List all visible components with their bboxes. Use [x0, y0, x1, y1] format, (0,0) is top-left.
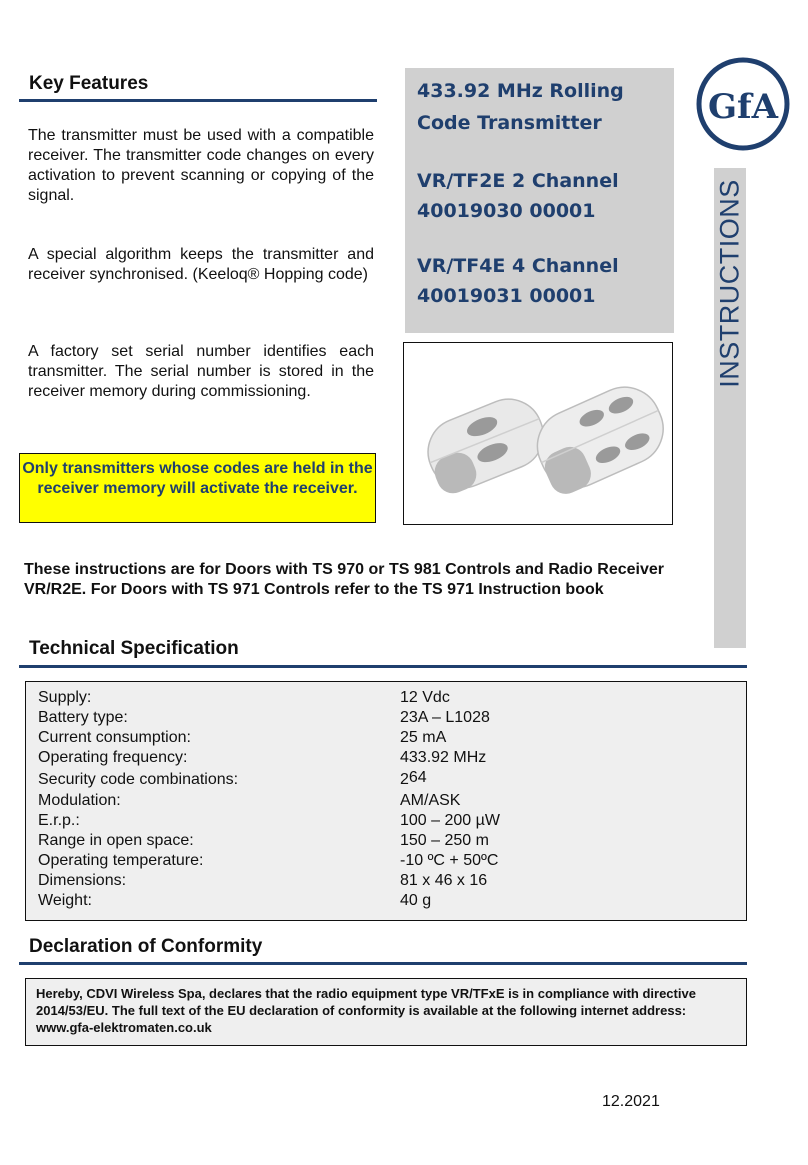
tech-spec-heading: Technical Specification: [29, 638, 239, 659]
spec-value: 12 Vdc: [400, 689, 450, 706]
key-features-heading: Key Features: [29, 73, 149, 94]
spec-label: Range in open space:: [38, 832, 194, 849]
tech-spec-rule: [19, 665, 747, 668]
spec-label: Weight:: [38, 892, 92, 909]
spec-label: Operating temperature:: [38, 852, 204, 869]
declaration-box: Hereby, CDVI Wireless Spa, declares that the radio equipment type VR/TFxE is in compliance with directive 2014/53/EU. The full text of the EU declaration of conformity is available at the following internet address: www.gfa-elektromaten.co.uk: [25, 978, 747, 1046]
declaration-heading: Declaration of Conformity: [29, 936, 263, 957]
spec-value-exponent: 64: [408, 769, 427, 786]
tech-spec-table: [25, 681, 747, 921]
title-line-2: Code Transmitter: [417, 112, 602, 134]
spec-value: 25 mA: [400, 729, 447, 746]
logo-text: GfA: [707, 87, 779, 127]
key-features-paragraph-3: A factory set serial number identifies each transmitter. The serial number is stored in the receiver memory during commissioning.: [28, 343, 374, 400]
spec-value: 150 – 250 m: [400, 832, 489, 849]
transmitter-photo: [403, 342, 673, 525]
spec-label: Battery type:: [38, 709, 128, 726]
spec-label: E.r.p.:: [38, 812, 80, 829]
spec-value: 81 x 46 x 16: [400, 872, 488, 889]
document-date: 12.2021: [602, 1093, 660, 1110]
intro-text: These instructions are for Doors with TS 970 or TS 981 Controls and Radio Receiver VR/R2E. For Doors with TS 971 Controls refer to the TS 971 Instruction book: [24, 561, 664, 598]
spec-label: Dimensions:: [38, 872, 127, 889]
key-features-paragraph-2: A special algorithm keeps the transmitter and receiver synchronised. (Keeloq® Hopping code): [28, 246, 374, 283]
part-number-4-channel: 40019031 00001: [417, 285, 596, 307]
part-number-2-channel: 40019030 00001: [417, 200, 596, 222]
spec-label: Supply:: [38, 689, 92, 706]
spec-value: 100 – 200 µW: [400, 812, 500, 829]
title-line-1: 433.92 MHz Rolling: [417, 80, 624, 102]
product-title-box: [405, 68, 674, 333]
spec-label: Operating frequency:: [38, 749, 188, 766]
key-features-rule: [19, 99, 377, 102]
activation-note: Only transmitters whose codes are held in the receiver memory will activate the receiver.: [19, 453, 376, 523]
gfa-logo: [694, 56, 792, 152]
key-features-paragraph-1: The transmitter must be used with a compatible receiver. The transmitter code changes on every activation to prevent scanning or copying of the signal.: [28, 127, 374, 204]
model-4-channel: VR/TF4E 4 Channel: [417, 255, 619, 277]
model-2-channel: VR/TF2E 2 Channel: [417, 170, 619, 192]
declaration-rule: [19, 962, 747, 965]
spec-value: [400, 770, 427, 790]
transmitter-illustration: [404, 343, 671, 523]
spec-value: 433.92 MHz: [400, 749, 487, 766]
spec-label: Modulation:: [38, 792, 121, 809]
spec-value: 23A – L1028: [400, 709, 490, 726]
spec-value: 40 g: [400, 892, 432, 909]
spec-value-base: 2: [400, 771, 409, 788]
spec-label: Current consumption:: [38, 729, 191, 746]
side-label: INSTRUCTIONS: [714, 179, 745, 388]
spec-value: AM/ASK: [400, 792, 461, 809]
spec-value: -10 ºC + 50ºC: [400, 852, 499, 869]
spec-label: Security code combinations:: [38, 771, 239, 788]
side-label-bar: [714, 168, 746, 648]
